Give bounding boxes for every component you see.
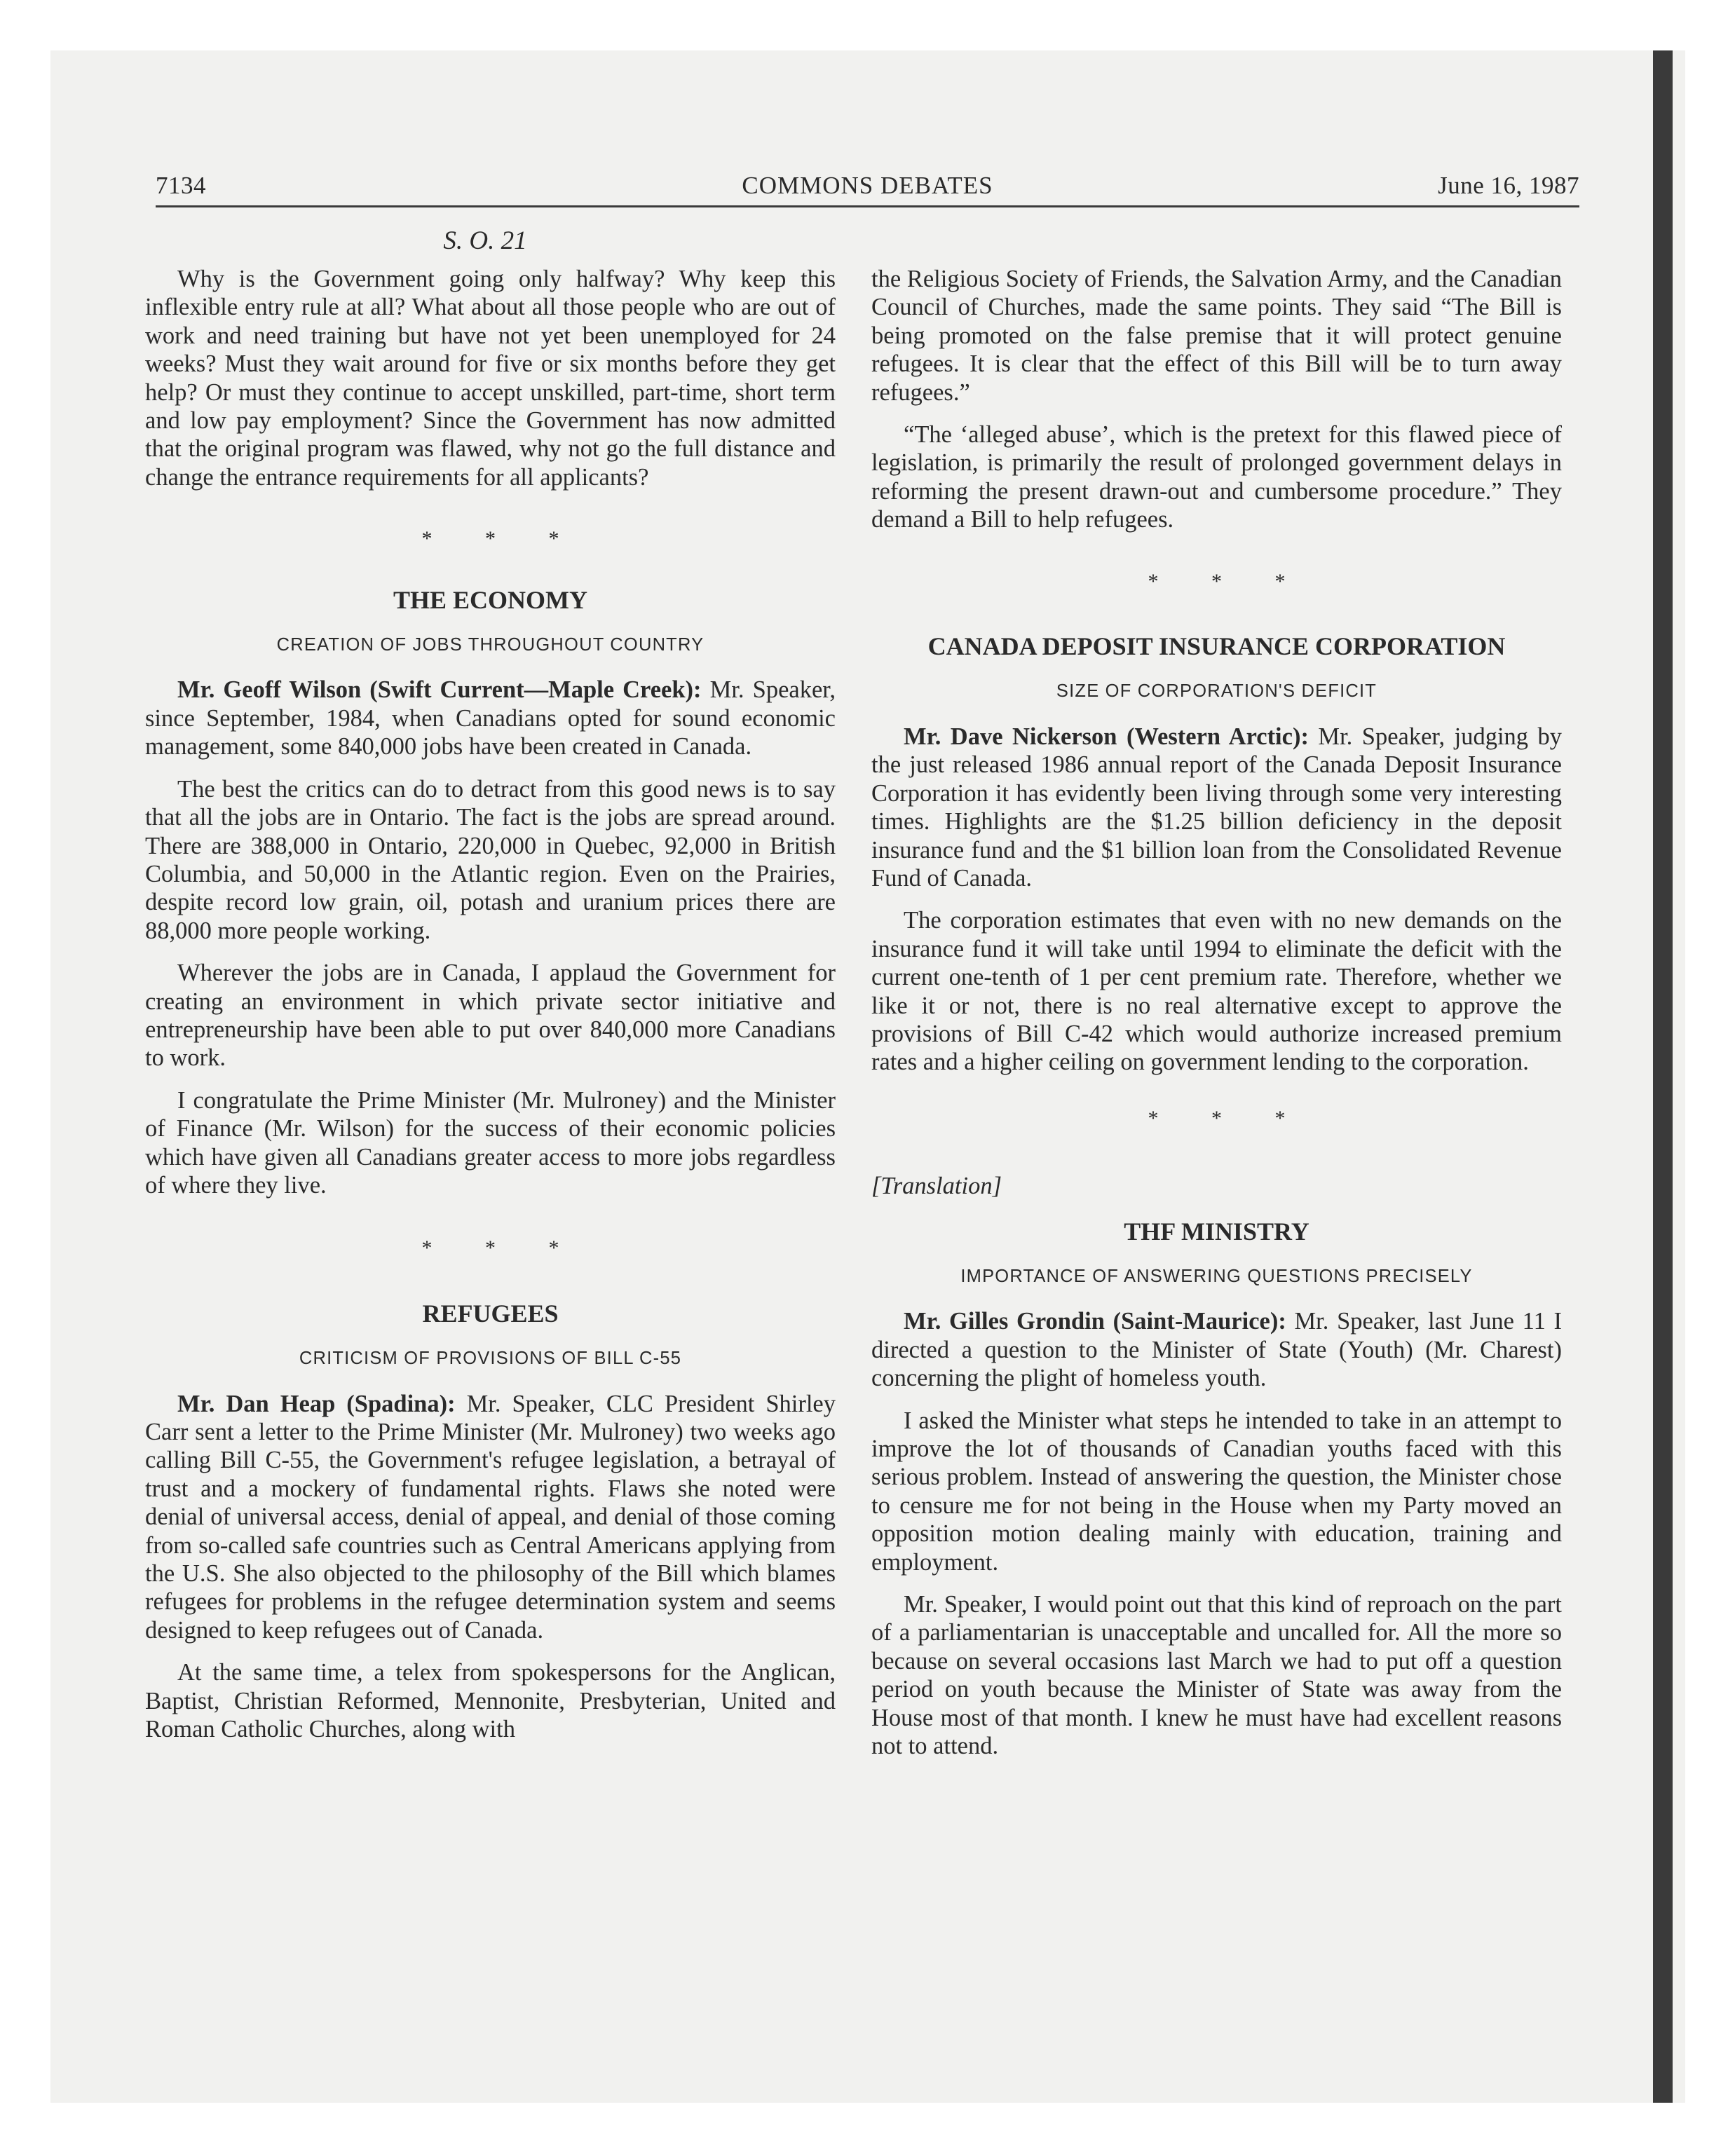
section-heading-refugees: REFUGEES: [422, 1299, 559, 1328]
journal-title: COMMONS DEBATES: [742, 172, 993, 199]
paragraph: [145, 676, 836, 760]
speaker-name: Mr. Dan Heap (Spadina):: [177, 1390, 456, 1417]
speaker-name: Mr. Geoff Wilson (Swift Current—Maple Creek):: [177, 676, 702, 704]
issue-date: June 16, 1987: [1438, 172, 1579, 199]
speaker-name: Mr. Dave Nickerson (Western Arctic):: [904, 723, 1309, 750]
paragraph: [145, 1390, 836, 1645]
section-separator: * * *: [1148, 569, 1309, 593]
speech-text: Mr. Speaker, CLC President Shirley Carr sent a letter to the Prime Minister (Mr. Mulroney) two weeks ago calling Bill C-55, the Government's refugee legislation, a betrayal of trust and a mockery of fundamental rights. Flaws she noted were denial of universal access, denial of appeal, and denial of those coming from so-called safe countries such as Central Americans applying from the U.S. She also objected to the philosophy of the Bill which blames refugees for problems in the refugee determination system and seems designed to keep refugees out of Canada.: [145, 1390, 836, 1644]
section-separator: * * *: [1148, 1106, 1309, 1130]
subheading-cdic: SIZE OF CORPORATION'S DEFICIT: [1056, 681, 1377, 702]
paragraph: “The ‘alleged abuse’, which is the pretext for this flawed piece of legislation, is primarily the result of prolonged government delays in reforming the present drawn-out and cumbersome procedure.” They demand a Bill to help refugees.: [871, 421, 1562, 533]
speech-text: Mr. Speaker, last June 11 I directed a question to the Minister of State (Youth) (Mr. Charest) concerning the plight of homeless youth.: [871, 1308, 1563, 1392]
paragraph: Wherever the jobs are in Canada, I applaud the Government for creating an environment in which private sector initiative and entrepreneurship have been able to put over 840,000 more Canadians to work.: [145, 960, 836, 1072]
speech-text: Mr. Speaker, since September, 1984, when Canadians opted for sound economic management, some 840,000 jobs have been created in Canada.: [145, 676, 836, 760]
paragraph: Why is the Government going only halfway? Why keep this inflexible entry rule at all? What about all those people who are out of work and need training but have not yet been unemployed for 24 weeks? Must they wait around for five or six months before they get help? Or must they continue to accept unskilled, part-time, short term and low pay employment? Since the Government has now admitted that the original program was flawed, why not go the full distance and change the entrance requirements for all applicants?: [145, 266, 836, 491]
paragraph: The corporation estimates that even with no new demands on the insurance fund it will take until 1994 to eliminate the deficit with the current one-tenth of 1 per cent premium rate. Therefore, whether we like it or not, there is no real alternative except to approve the provisions of Bill C-42 which would authorize increased premium rates and a higher ceiling on government lending to the corporation.: [871, 907, 1562, 1076]
left-column: [145, 265, 836, 1757]
page-number: 7134: [156, 172, 206, 199]
header-rule: [156, 205, 1579, 207]
section-heading-economy: THE ECONOMY: [393, 585, 587, 614]
translation-label: [Translation]: [871, 1173, 1002, 1200]
section-separator: * * *: [421, 527, 583, 551]
paragraph: I congratulate the Prime Minister (Mr. Mulroney) and the Minister of Finance (Mr. Wilson) for the success of their economic policies which have given all Canadians greater access to more jobs regardless of where they live.: [145, 1086, 836, 1199]
paragraph: [871, 723, 1562, 892]
section-heading-cdic: CANADA DEPOSIT INSURANCE CORPORATION: [927, 632, 1506, 661]
subheading-ministry: IMPORTANCE OF ANSWERING QUESTIONS PRECISELY: [960, 1266, 1473, 1286]
paragraph: At the same time, a telex from spokespersons for the Anglican, Baptist, Christian Reformed, Mennonite, Presbyterian, United and Roman Catholic Churches, along with: [145, 1659, 836, 1743]
speaker-name: Mr. Gilles Grondin (Saint-Maurice):: [904, 1308, 1286, 1335]
subheading-economy: CREATION OF JOBS THROUGHOUT COUNTRY: [276, 635, 705, 655]
paragraph: [871, 1307, 1562, 1392]
paragraph: the Religious Society of Friends, the Salvation Army, and the Canadian Council of Churches, made the same points. They said “The Bill is being promoted on the false premise that it will protect genuine refugees. It is clear that the effect of this Bill will be to turn away refugees.”: [871, 266, 1562, 406]
paragraph: The best the critics can do to detract from this good news is to say that all the jobs are in Ontario. The fact is the jobs are spread around. There are 388,000 in Ontario, 220,000 in Quebec, 92,000 in British Columbia, and 50,000 in the Atlantic region. Even on the Prairies, despite record low grain, oil, potash and uranium prices there are 88,000 more people working.: [145, 775, 836, 944]
speech-text: Mr. Speaker, judging by the just released 1986 annual report of the Canada Deposit Insurance Corporation it has evidently been living through some very interesting times. Highlights are the $1.25 billion deficiency in the deposit insurance fund and the $1 billion loan from the Consolidated Revenue Fund of Canada.: [871, 723, 1562, 892]
section-heading-ministry: THF MINISTRY: [1124, 1217, 1309, 1246]
right-column: [871, 265, 1562, 1774]
paragraph: I asked the Minister what steps he intended to take in an attempt to improve the lot of thousands of Canadian youths faced with this serious problem. Instead of answering the question, the Minister chose to censure me for not being in the House when my Party moved an opposition motion dealing mainly with education, training and employment.: [871, 1407, 1562, 1576]
paragraph: Mr. Speaker, I would point out that this kind of reproach on the part of a parliamentarian is unacceptable and uncalled for. All the more so because on several occasions last March we had to put off a question period on youth because the Minister of State was away from the House most of that month. I knew he must have had excellent reasons not to attend.: [871, 1591, 1562, 1760]
subheading-refugees: CRITICISM OF PROVISIONS OF BILL C-55: [299, 1349, 682, 1369]
standing-order-label: S. O. 21: [443, 226, 527, 255]
section-separator: * * *: [421, 1236, 583, 1260]
binding-edge: [1653, 50, 1673, 2103]
